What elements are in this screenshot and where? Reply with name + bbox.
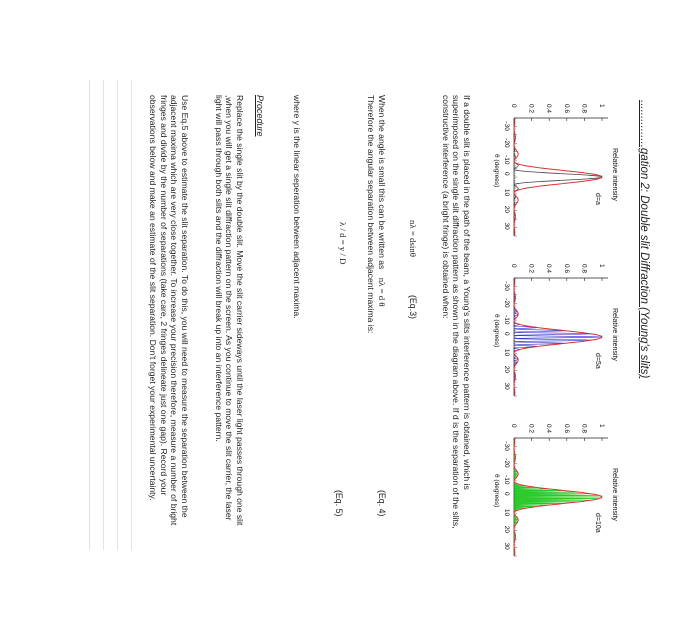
y-tick-label: 0.6	[562, 424, 570, 434]
y-tick-label: 0	[510, 424, 517, 428]
equation-3-number: (Eq.3)	[408, 295, 418, 319]
legend-label: d=a	[594, 193, 601, 205]
y-tick-label: 0.2	[527, 264, 535, 274]
figure-d-a	[487, 88, 622, 238]
y-tick-label: 0.8	[580, 424, 588, 434]
x-axis-label: θ (degrees)	[493, 314, 500, 348]
chart-d-10a	[492, 408, 622, 558]
y-tick-label: 0.4	[545, 264, 553, 274]
x-tick-label: -20	[503, 138, 510, 148]
y-tick-label: 1	[598, 104, 605, 108]
equation-4-number: (Eq. 4)	[377, 490, 387, 517]
x-tick-label: -30	[503, 281, 510, 291]
equation-3: nλ = dsinθ	[408, 220, 418, 257]
x-tick-label: 10	[503, 348, 510, 357]
y-tick-label: 0.2	[527, 104, 535, 114]
equation-4: nλ = d θ	[377, 277, 387, 307]
answer-line	[89, 80, 90, 550]
x-tick-label: -20	[503, 458, 510, 468]
x-tick-label: 20	[503, 365, 510, 373]
y-axis-label: Relative intensity	[611, 148, 618, 201]
chart-d-5a	[492, 248, 622, 398]
x-axis-label: θ (degrees)	[493, 474, 500, 508]
answer-line	[117, 80, 118, 550]
x-axis-label: θ (degrees)	[493, 154, 500, 188]
x-tick-label: -10	[503, 315, 510, 325]
legend-label: d=5a	[594, 353, 601, 369]
x-tick-label: -30	[503, 121, 510, 131]
x-tick-label: -30	[503, 441, 510, 451]
x-tick-label: 0	[503, 492, 510, 496]
paragraph-intro: If a double slit is placed in the path of the beam, a Young's slits interference pattern is obtained, which is superimposed on the single slit diffraction pattern as shown in the diagram above. If d is the separation of the slits, constructive interference (a bright fringe) is obtained when:	[440, 95, 472, 529]
y-tick-label: 0	[510, 104, 517, 108]
y-tick-label: 0.8	[580, 264, 588, 274]
answer-line	[131, 80, 132, 550]
x-tick-label: 10	[503, 188, 510, 197]
paragraph-measurement: Use Eq.5 above to estimate the slit separation. To do this, you will need to measure the separation between the adjacent maxima which are very close together. To increase your precision therefore, measure a number of bright fringes and divide by the number of separations (take care, 2 fringes delineate just one gap). Record your observations below and make an estimate of the slit separation. Don't forget your experimental uncertainty.	[148, 95, 190, 526]
x-tick-label: 30	[503, 222, 510, 230]
procedure-heading: Procedure	[255, 95, 265, 137]
x-tick-label: 30	[503, 542, 510, 550]
y-tick-label: 1	[598, 424, 605, 428]
y-axis-label: Relative intensity	[611, 308, 618, 361]
equation-5-number: (Eq. 5)	[334, 490, 344, 517]
legend-label: d=10a	[594, 513, 601, 533]
x-tick-label: 0	[503, 332, 510, 336]
paragraph-procedure: Replace the single slit by the double slit. Move the slit carrier sideways until the laser light passes through one slit ,when you will get a single slit diffraction pattern on the screen. As you continue to move the slit carrier, the laser light will pass through both slits and the diffraction will break up into an interference pattern.	[213, 95, 245, 526]
paragraph-small-angle: When the angle is small this can be written as nλ = d θ Therefore the angular separation between adjacent maxima is:	[366, 95, 387, 334]
x-tick-label: -20	[503, 298, 510, 308]
x-tick-label: -10	[503, 155, 510, 165]
x-tick-label: 20	[503, 205, 510, 213]
page-title: ...............gation 2: Double slit Diffraction (Young's slits)	[638, 100, 650, 379]
x-tick-label: 30	[503, 382, 510, 390]
equation-5: λ / d = y / D	[338, 222, 348, 265]
y-tick-label: 0.6	[562, 104, 570, 114]
x-tick-label: -10	[503, 475, 510, 485]
y-tick-label: 0.4	[545, 424, 553, 434]
y-tick-label: 0.4	[545, 104, 553, 114]
chart-d-a	[492, 88, 622, 238]
x-tick-label: 0	[503, 172, 510, 176]
answer-line	[103, 80, 104, 550]
x-tick-label: 10	[503, 508, 510, 517]
x-tick-label: 20	[503, 525, 510, 533]
figure-d-5a	[487, 248, 622, 398]
y-tick-label: 1	[598, 264, 605, 268]
y-tick-label: 0.8	[580, 104, 588, 114]
paragraph-where: where y is the linear seperation between adjacent maxima.	[292, 95, 302, 319]
y-tick-label: 0	[510, 264, 517, 268]
y-tick-label: 0.6	[562, 264, 570, 274]
figure-d-10a	[487, 408, 622, 558]
y-tick-label: 0.2	[527, 424, 535, 434]
y-axis-label: Relative intensity	[611, 468, 618, 521]
